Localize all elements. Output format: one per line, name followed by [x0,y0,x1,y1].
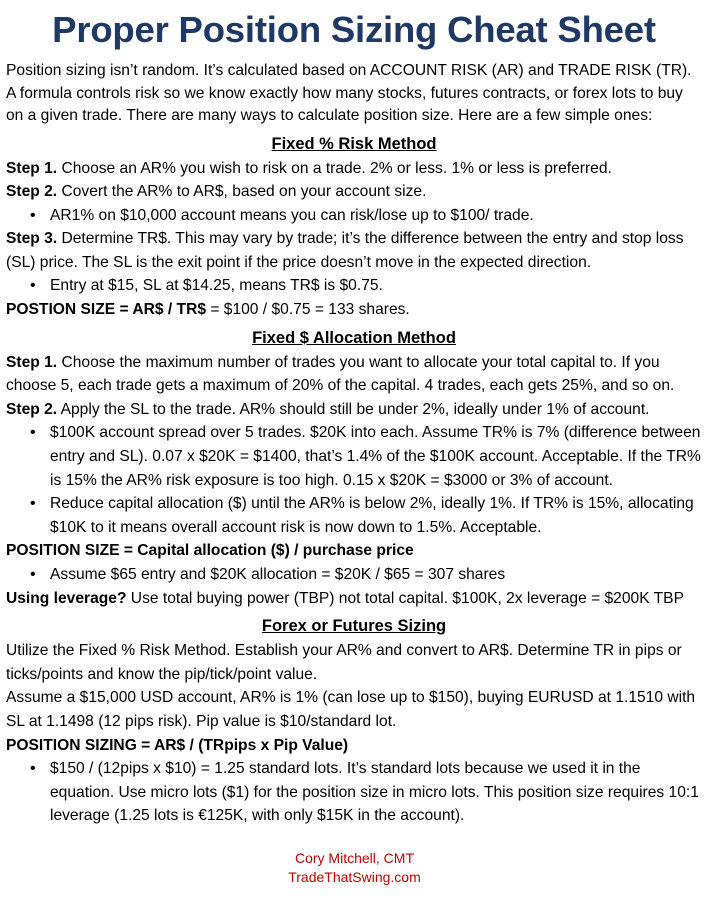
step-text: Determine TR$. This may vary by trade; it’s the difference between the entry and stop loss (SL) price. The SL is the exit point if the price doesn’t move in the expected direction. [6,230,684,271]
step-text: Choose an AR% you wish to risk on a trade. 2% or less. 1% or less is preferred. [57,159,612,177]
fixed-percent-section [6,133,702,322]
bullet-item: • AR1% on $10,000 account means you can risk/lose up to $100/ trade. [28,204,702,228]
bullet-item: • Assume $65 entry and $20K allocation = $20K / $65 = 307 shares [28,563,702,587]
bullet-item: • Reduce capital allocation ($) until the AR% is below 2%, ideally 1%. If TR% is 15%, allocating $10K to it means overall account risk is now down to 1.5%. Acceptable. [28,492,702,539]
author-name: Cory Mitchell, CMT [294,850,414,866]
fixed-allocation-formula: POSITION SIZE = Capital allocation ($) / purchase price [6,542,414,560]
leverage-text: Use total buying power (TBP) not total capital. $100K, 2x leverage = $200K TBP [126,589,684,607]
bullet-item: • $150 / (12pips x $10) = 1.25 standard lots. It’s standard lots because we used it in the equation. Use micro lots ($1) for the position size in micro lots. This position size requires 10:1 leverage (1.25 lots is €125K, with only $15K in the account). [28,757,702,828]
fixed-percent-step-1 [6,157,702,181]
forex-formula: POSITION SIZING = AR$ / (TRpips x Pip Value) [6,736,349,754]
step-text: Choose the maximum number of trades you want to allocate your total capital to. If you choose 5, each trade gets a maximum of 20% of the capital. 4 trades, each gets 25%, and so on. [6,353,675,395]
bullet-list [6,204,702,228]
step-label: Step 2. [6,400,58,418]
bullet-item: • Entry at $15, SL at $14.25, means TR$ is $0.75. [28,274,702,298]
fixed-allocation-step-1 [6,351,702,398]
step-label: Step 1. [6,159,58,177]
intro-paragraph: Position sizing isn’t random. It’s calculated based on ACCOUNT RISK (AR) and TRADE RISK (TR). A formula controls risk so we know exactly how many stocks, futures contracts, or forex lots to buy on a given trade. There are many ways to calculate position size. Here are a few simple ones: [6,62,692,124]
forex-paragraph-2: Assume a $15,000 USD account, AR% is 1% (can lose up to $150), buying EURUSD at 1.1510 with SL at 1.1498 (12 pips risk). Pip value is $10/standard lot. [6,689,696,730]
formula-text: = $100 / $0.75 = 133 shares. [206,301,410,319]
page-title: Proper Position Sizing Cheat Sheet [52,9,656,50]
bullet-item: • $100K account spread over 5 trades. $20K into each. Assume TR% is 7% (difference between entry and SL). 0.07 x $20K = $1400, that’s 1.4% of the $100K account. Acceptable. If the TR% is 15% the AR% risk exposure is too high. 0.15 x $20K = $3000 or 3% of account. [28,421,702,492]
fixed-allocation-section [6,327,702,611]
formula-label: POSTION SIZE = AR$ / TR$ [6,301,207,319]
footer [0,849,709,887]
step-label: Step 3. [6,230,58,248]
step-label: Step 2. [6,183,58,201]
fixed-allocation-step-2 [6,398,702,422]
fixed-percent-step-3 [6,227,702,274]
bullet-list [6,421,702,539]
fixed-allocation-heading: Fixed $ Allocation Method [252,328,456,347]
forex-section [6,615,702,828]
fixed-percent-formula [6,298,702,322]
fixed-percent-heading: Fixed % Risk Method [271,134,437,153]
bullet-list [6,274,702,298]
step-text: Apply the SL to the trade. AR% should still be under 2%, ideally under 1% of account. [57,400,650,418]
bullet-list [6,757,702,828]
website-link[interactable]: TradeThatSwing.com [288,869,421,885]
step-text: Covert the AR% to AR$, based on your account size. [57,183,427,201]
forex-heading: Forex or Futures Sizing [261,617,447,636]
forex-paragraph-1: Utilize the Fixed % Risk Method. Establish your AR% and convert to AR$. Determine TR in pips or ticks/points and know the pip/tick/point value. [6,642,682,683]
leverage-note [6,587,702,611]
step-label: Step 1. [6,353,58,371]
fixed-percent-step-2 [6,180,702,204]
leverage-label: Using leverage? [6,589,127,607]
bullet-list [6,563,702,587]
